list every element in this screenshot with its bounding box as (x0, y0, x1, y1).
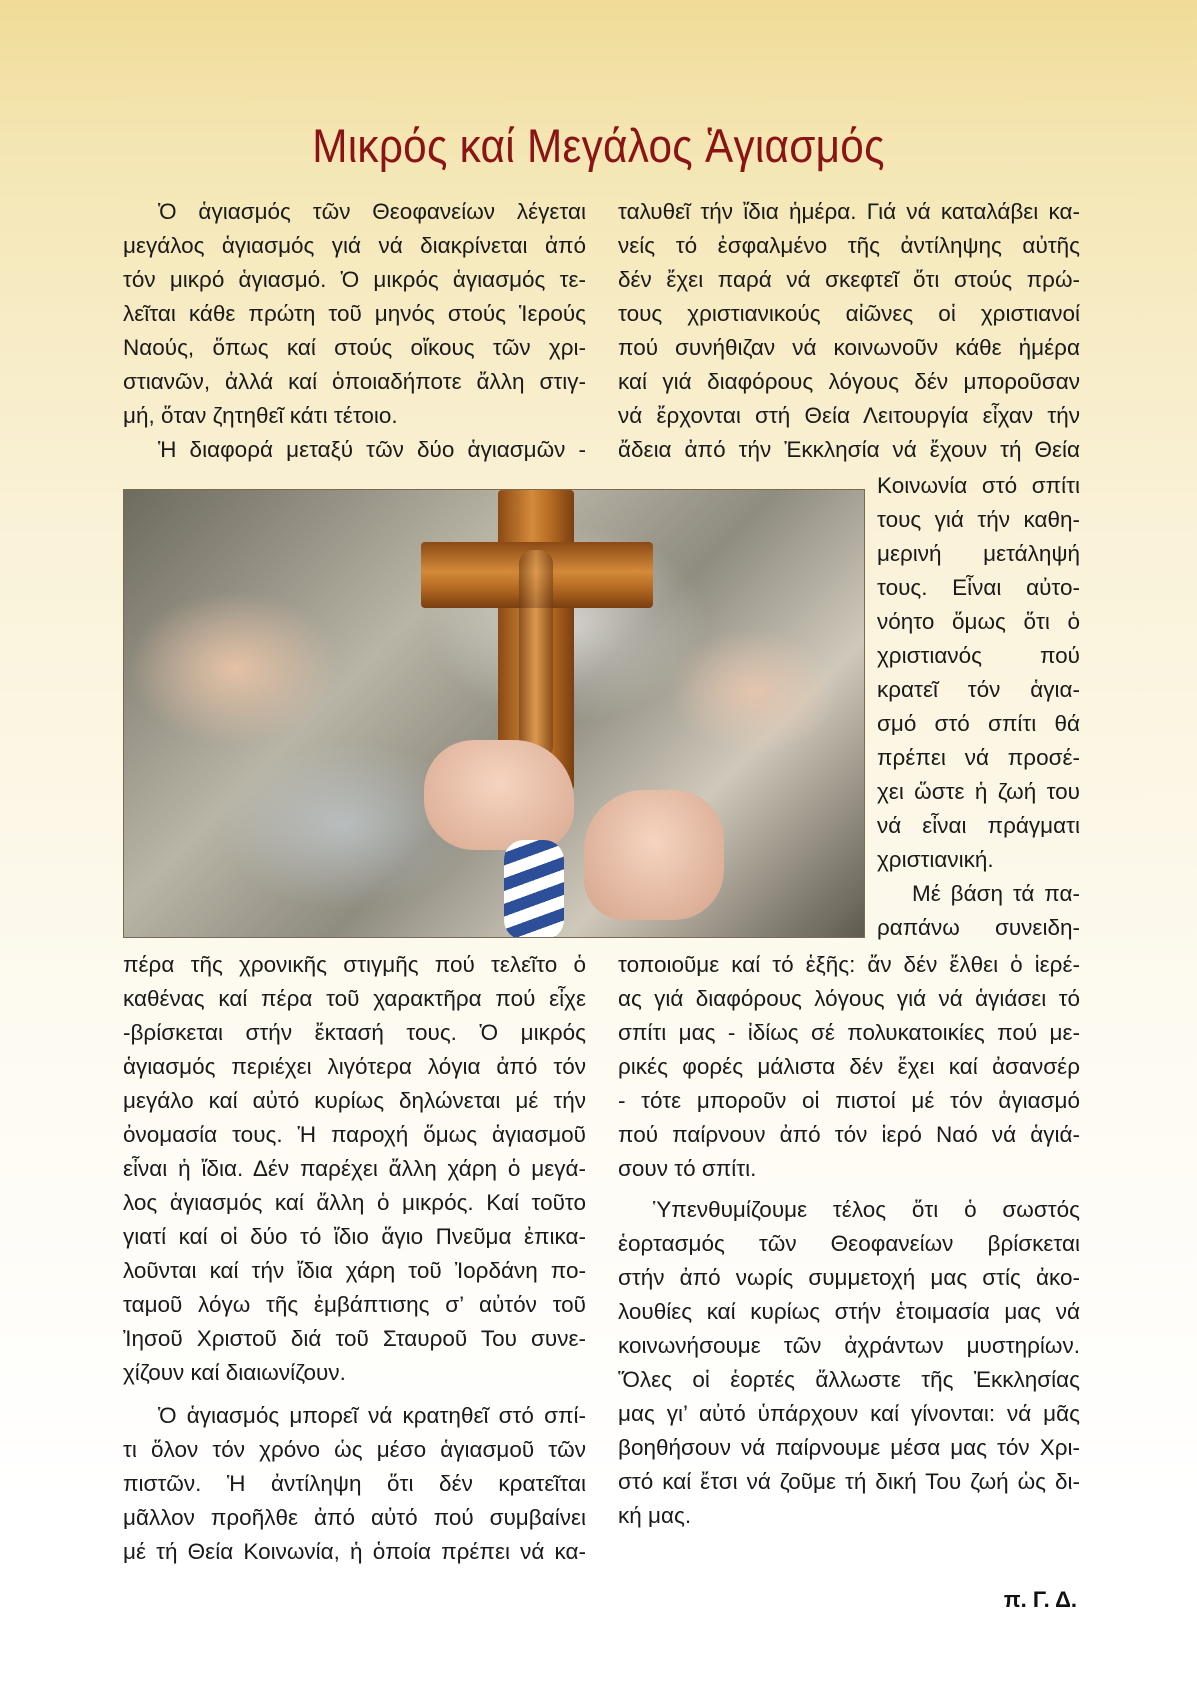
text-line: μας γι’ αὐτό ὑπάρχουν καί γίνονται: νά μᾶς (618, 1401, 1080, 1426)
text-line: σμό στό σπίτι θά (877, 711, 1080, 736)
text-line: στό καί ἔτσι νά ζοῦμε τή δική Του ζωή ὡς δι- (618, 1469, 1080, 1494)
text-line: πού συνήθιζαν νά κοινωνοῦν κάθε ἡμέρα (618, 335, 1080, 360)
text-line: πού παίρνουν ἀπό τόν ἱερό Ναό νά ἁγιά- (618, 1122, 1080, 1147)
text-line: ρικές φορές μάλιστα δέν ἔχει καί ἀσανσέρ (618, 1054, 1080, 1079)
text-line: κοινωνήσουμε τῶν ἀχράντων μυστηρίων. (618, 1333, 1080, 1358)
text-line: μή, ὅταν ζητηθεῖ κάτι τέτοιο. (123, 403, 398, 428)
text-line: - τότε μποροῦν οἱ πιστοί μέ τόν ἁγιασμό (618, 1088, 1080, 1113)
text-line: πέρα τῆς χρονικῆς στιγμῆς πού τελεῖτο ὁ (123, 952, 586, 977)
text-line: Ναούς, ὅπως καί στούς οἴκους τῶν χρι- (123, 335, 586, 360)
text-line: Ἡ διαφορά μεταξύ τῶν δύο ἁγιασμῶν - (158, 437, 586, 462)
text-line: καί γιά διαφόρους λόγους δέν μποροῦσαν (618, 369, 1080, 394)
text-line: τους χριστιανικούς αἰῶνες οἱ χριστιανοί (618, 301, 1080, 326)
text-line: ἄδεια ἀπό τήν Ἐκκλησία νά ἔχουν τή Θεία (618, 437, 1080, 462)
cross-photo (123, 489, 865, 938)
text-line: εἶναι ἡ ἴδια. Δέν παρέχει ἄλλη χάρη ὁ μεγά- (123, 1156, 586, 1181)
text-line: τόν μικρό ἁγιασμό. Ὁ μικρός ἁγιασμός τε- (123, 267, 586, 292)
text-line: τι ὅλον τόν χρόνο ὡς μέσο ἁγιασμοῦ τῶν (123, 1437, 586, 1462)
text-line: ραπάνω συνειδη- (877, 915, 1080, 940)
text-line: μᾶλλον προῆλθε ἀπό αὐτό πού συμβαίνει (123, 1505, 586, 1530)
hand-shape (424, 740, 574, 850)
text-line: σουν τό σπίτι. (618, 1156, 757, 1181)
text-line: ὀνομασία τους. Ἡ παροχή ὅμως ἁγιασμοῦ (123, 1122, 586, 1147)
text-line: κή μας. (618, 1503, 692, 1528)
text-line: ἑορτασμός τῶν Θεοφανείων βρίσκεται (618, 1231, 1080, 1256)
text-line: γιατί καί οἱ δύο τό ἴδιο ἅγιο Πνεῦμα ἐπικα- (123, 1224, 586, 1249)
text-line: χίζουν καί διαιωνίζουν. (123, 1360, 346, 1385)
text-line: Μέ βάση τά πα- (912, 881, 1080, 906)
text-line: μέ τή Θεία Κοινωνία, ἡ ὁποία πρέπει νά κα- (123, 1539, 586, 1564)
text-line: πιστῶν. Ἡ ἀντίληψη ὅτι δέν κρατεῖται (123, 1471, 586, 1496)
text-line: χριστιανός πού (877, 643, 1080, 668)
text-line: λος ἁγιασμός καί ἄλλη ὁ μικρός. Καί τοῦτο (123, 1190, 586, 1215)
text-line: τους γιά τήν καθη- (877, 507, 1080, 532)
text-line: Ὅλες οἱ ἑορτές ἄλλωστε τῆς Ἐκκλησίας (618, 1367, 1080, 1392)
text-line: χει ὥστε ἡ ζωή του (877, 779, 1080, 804)
text-line: νά εἶναι πράγματι (877, 813, 1080, 838)
crucifix-figure (519, 550, 553, 760)
text-line: κρατεῖ τόν ἁγια- (877, 677, 1080, 702)
text-line: χριστιανική. (877, 847, 994, 872)
text-line: λουθίες καί κυρίως στήν ἑτοιμασία μας νά (618, 1299, 1080, 1324)
text-line: νά ἔρχονται στή Θεία Λειτουργία εἶχαν τήν (618, 403, 1080, 428)
text-line: Ὁ ἁγιασμός τῶν Θεοφανείων λέγεται (158, 199, 586, 224)
text-line: στήν ἀπό νωρίς συμμετοχή μας στίς ἀκο- (618, 1265, 1080, 1290)
text-line: Ὑπενθυμίζουμε τέλος ὅτι ὁ σωστός (653, 1197, 1080, 1222)
text-line: μεγάλο καί αὐτό κυρίως δηλώνεται μέ τήν (123, 1088, 586, 1113)
text-line: Κοινωνία στό σπίτι (877, 473, 1080, 498)
text-line: -βρίσκεται στήν ἔκτασή τους. Ὁ μικρός (123, 1020, 586, 1045)
text-line: ας γιά διαφόρους λόγους γιά νά ἁγιάσει τό (618, 986, 1080, 1011)
page-title: Μικρός καί Μεγάλος Ἁγιασμός (312, 119, 885, 172)
text-line: πρέπει νά προσέ- (877, 745, 1080, 770)
text-line: μεγάλος ἁγιασμός γιά νά διακρίνεται ἀπό (123, 233, 586, 258)
text-line: Ἰησοῦ Χριστοῦ διά τοῦ Σταυροῦ Του συνε- (123, 1326, 586, 1351)
text-line: βοηθήσουν νά παίρνουμε μέσα μας τόν Χρι- (618, 1435, 1080, 1460)
text-line: καθένας καί πέρα τοῦ χαρακτῆρα πού εἶχε (123, 986, 586, 1011)
text-line: ἁγιασμός περιέχει λιγότερα λόγια ἀπό τόν (123, 1054, 586, 1079)
text-line: σπίτι μας - ἰδίως σέ πολυκατοικίες πού με- (618, 1020, 1080, 1045)
text-line: δέν ἔχει παρά νά σκεφτεῖ ὅτι στούς πρώ- (618, 267, 1080, 292)
text-line: στιανῶν, ἀλλά καί ὁποιαδήποτε ἄλλη στιγ- (123, 369, 586, 394)
text-line: ταλυθεῖ τήν ἴδια ἡμέρα. Γιά νά καταλάβει κα- (618, 199, 1080, 224)
text-line: νείς τό ἐσφαλμένο τῆς ἀντίληψης αὐτῆς (618, 233, 1080, 258)
text-line: μερινή μετάληψή (877, 541, 1080, 566)
text-line: λοῦνται καί τήν ἴδια χάρη τοῦ Ἰορδάνη πο- (123, 1258, 586, 1283)
author-signature: π. Γ. Δ. (1003, 1587, 1077, 1612)
text-line: τοποιοῦμε καί τό ἑξῆς: ἄν δέν ἔλθει ὁ ἱερέ- (618, 952, 1080, 977)
ribbon-shape (504, 840, 564, 938)
text-line: νόητο ὅμως ὅτι ὁ (877, 609, 1080, 634)
text-line: τους. Εἶναι αὐτο- (877, 575, 1080, 600)
text-line: Ὁ ἁγιασμός μπορεῖ νά κρατηθεῖ στό σπί- (158, 1403, 586, 1428)
text-line: λεῖται κάθε πρώτη τοῦ μηνός στούς Ἱερούς (123, 301, 586, 326)
hand-shape (584, 790, 724, 920)
text-line: ταμοῦ λόγω τῆς ἐμβάπτισης σ’ αὐτόν τοῦ (123, 1292, 586, 1317)
